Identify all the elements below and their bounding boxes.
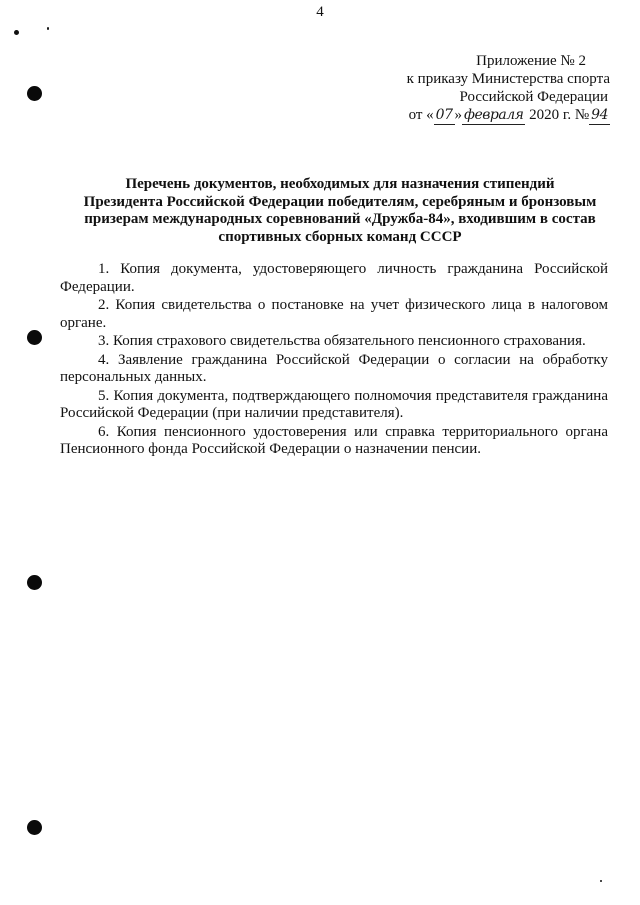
punch-hole (27, 820, 42, 835)
title-line: Перечень документов, необходимых для назначения стипендий (125, 176, 555, 192)
date-mid: » (454, 107, 462, 123)
title-line: Президента Российской Федерации победителям, серебряным и бронзовым (83, 193, 597, 210)
list-item: 5. Копия документа, подтверждающего полномочия представителя гражданина Российской Федерации (при наличии представителя). (60, 387, 608, 421)
appendix-date-line (407, 106, 610, 125)
list-item: 4. Заявление гражданина Российской Федерации о согласии на обработку персональных данных. (60, 351, 608, 385)
punch-hole (27, 330, 42, 345)
appendix-header (407, 52, 610, 125)
date-prefix: от « (408, 107, 434, 123)
title-line: призерам международных соревнований «Дружба-84», входившим в состав (84, 211, 596, 227)
scan-speck (14, 30, 19, 35)
appendix-title: Приложение № 2 (476, 53, 586, 69)
document-list (60, 261, 608, 460)
appendix-ministry: Российской Федерации (459, 89, 608, 105)
handwritten-day: 07 (435, 107, 453, 123)
scan-speck (600, 880, 602, 882)
punch-hole (27, 575, 42, 590)
date-year: 2020 г. № (529, 107, 590, 123)
list-item: 2. Копия свидетельства о постановке на учет физического лица в налоговом органе. (60, 297, 608, 331)
handwritten-month: февраля (464, 107, 524, 123)
appendix-order-ref: к приказу Министерства спорта (406, 71, 610, 87)
list-item: 6. Копия пенсионного удостоверения или справка территориального органа Пенсионного фонда Российской Федерации о назначении пенсии. (60, 423, 608, 457)
scan-speck (47, 27, 49, 30)
punch-hole (27, 86, 42, 101)
page-number: 4 (316, 4, 324, 20)
list-item: 1. Копия документа, удостоверяющего личность гражданина Российской Федерации. (60, 261, 608, 295)
handwritten-number: 94 (591, 107, 608, 123)
document-title (60, 176, 620, 246)
list-item: 3. Копия страхового свидетельства обязательного пенсионного страхования. (98, 333, 586, 349)
title-line: спортивных сборных команд СССР (218, 228, 462, 245)
